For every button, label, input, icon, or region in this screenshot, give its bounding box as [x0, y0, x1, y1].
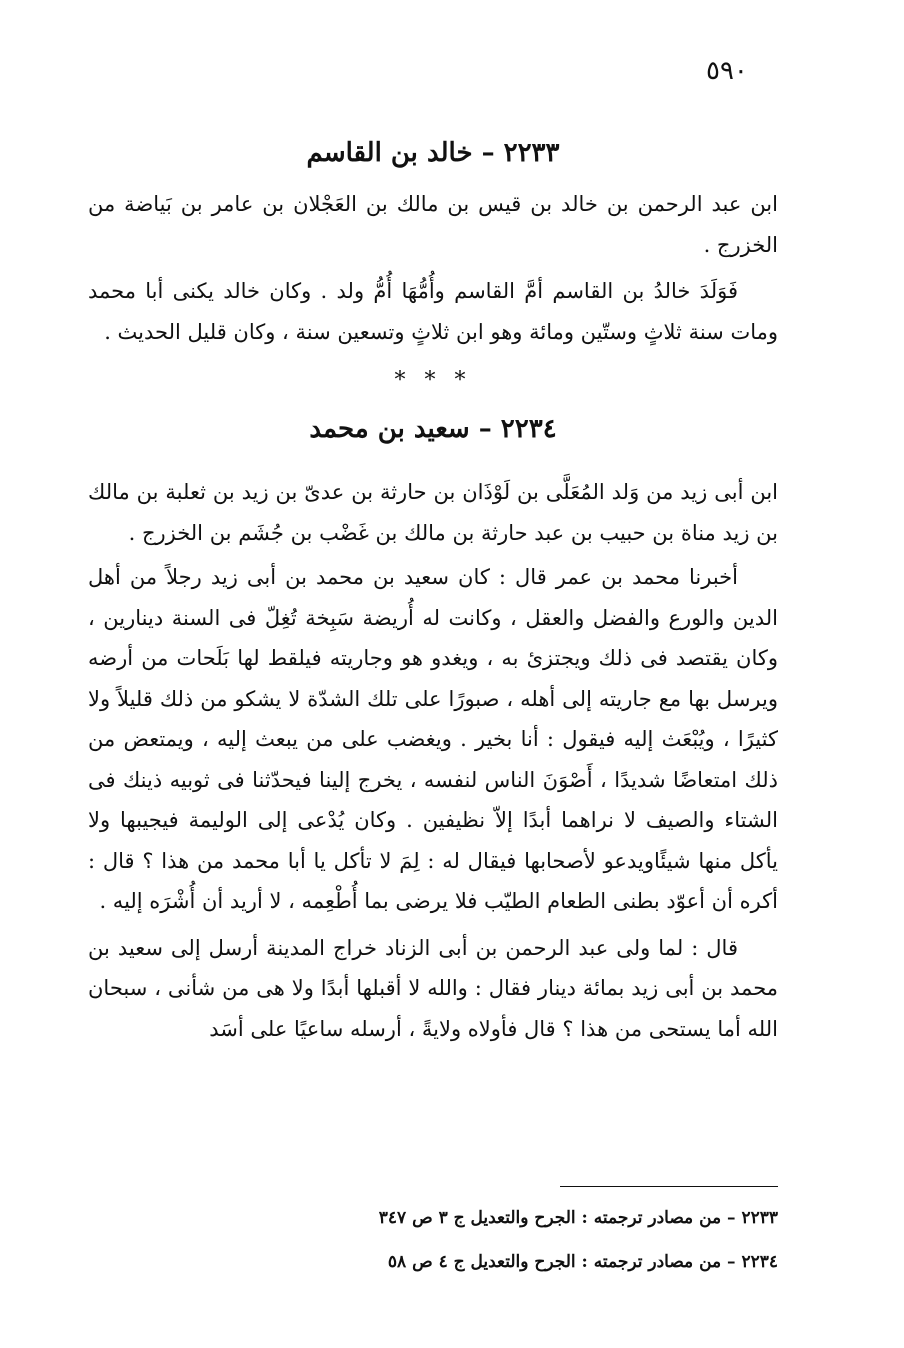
entry-body-2233: [88, 184, 778, 352]
paragraph: ابن أبى زيد من وَلد المُعَلَّى بن لَوْذَان بن حارثة بن عدىّ بن زيد بن ثعلبة بن مالك بن زيد مناة بن حبيب بن عبد حارثة بن مالك بن غَضْب بن جُشَم بن الخزرج .: [88, 480, 778, 545]
entry-body-2234: [88, 472, 778, 1049]
footnote-divider: [560, 1186, 778, 1187]
entry-heading-2234: ٢٢٣٤ – سعيد بن محمد: [309, 414, 557, 444]
section-separator: * * *: [394, 368, 472, 393]
paragraph: فَوَلَدَ خالدُ بن القاسم أمَّ القاسم وأُمُّهَا أُمُّ ولد . وكان خالد يكنى أبا محمد ومات سنة ثلاثٍ وستّين ومائة وهو ابن ثلاثٍ وتسعين سنة ، وكان قليل الحديث .: [88, 279, 778, 344]
footnotes: [88, 1196, 778, 1284]
paragraph: قال : لما ولى عبد الرحمن بن أبى الزناد خراج المدينة أرسل إلى سعيد بن محمد بن أبى زيد بمائة دينار فقال : والله لا أقبلها أبدًا ولا هى من شأنى ، سبحان الله أما يستحى من هذا ؟ قال فأولاه ولايةً ، أرسله ساعيًا على أسَد: [88, 935, 778, 1041]
entry-heading-2233: ٢٢٣٣ – خالد بن القاسم: [306, 138, 560, 168]
footnote-2233: ٢٢٣٣ – من مصادر ترجمته : الجرح والتعديل ج ٣ ص ٣٤٧: [378, 1208, 778, 1228]
paragraph: ابن عبد الرحمن بن خالد بن قيس بن مالك بن العَجْلان بن عامر بن بَياضة من الخزرج .: [88, 192, 778, 257]
page-number: ٥٩٠: [706, 56, 748, 86]
footnote-2234: ٢٢٣٤ – من مصادر ترجمته : الجرح والتعديل ج ٤ ص ٥٨: [387, 1252, 778, 1272]
paragraph: أخبرنا محمد بن عمر قال : كان سعيد بن محمد بن أبى زيد رجلاً من أهل الدين والورع والفضل والعقل ، وكانت له أُريضة سَبِخة تُغِلّ فى السنة دينارين ، وكان يقتصد فى ذلك ويجتزئ به ، ويغدو هو وجاريته فيلقط لها بَلَحات من أرضه ويرسل بها مع جاريته إلى أهله ، صبورًا على تلك الشدّة لا يشكو من ذلك قليلاً ولا كثيرًا ، ويُبْعَث إليه فيقول : أنا بخير . ويغضب على من يبعث إليه ، ويمتعض من ذلك امتعاضًا شديدًا ، أَصْوَنَ الناس لنفسه ، يخرج إلينا فيحدّثنا فى ثوبيه ذينك فى الشتاء والصيف لا نراهما أبدًا إلاّ نظيفين . وكان يُدْعى إلى الوليمة فيجيبها ولا يأكل منها شيئًاويدعو لأصحابها فيقال له : لِمَ لا تأكل يا أبا محمد من هذا ؟ قال : أكره أن أعوّد بطنى الطعام الطيّب فلا يرضى بما أُطْعِمه ، لا أريد أن أُشْرَه إليه .: [88, 565, 778, 913]
